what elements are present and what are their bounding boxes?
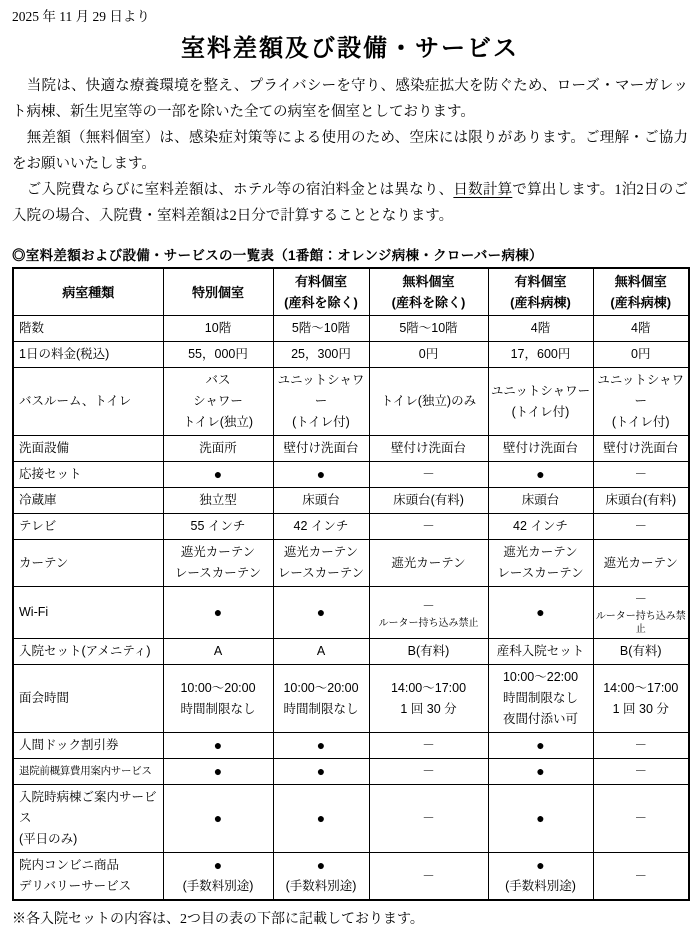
dash-mark: － bbox=[634, 868, 647, 883]
row-label-cell bbox=[13, 462, 163, 488]
table-cell bbox=[163, 540, 273, 587]
table-cell bbox=[488, 853, 593, 901]
table-cell bbox=[369, 488, 488, 514]
cell-line: (トイレ付) bbox=[292, 415, 350, 429]
table-cell bbox=[593, 368, 689, 436]
cell-line: バスルーム、トイレ bbox=[19, 394, 132, 408]
table-caption: ◎室料差額および設備・サービスの一覧表（1番館：オレンジ病棟・クローバー病棟） bbox=[12, 248, 543, 263]
filled-circle-mark: ● bbox=[316, 604, 326, 620]
table-cell bbox=[273, 514, 369, 540]
cell-line: 入院セット(アメニティ) bbox=[19, 644, 151, 658]
cell-line: 遮光カーテン bbox=[180, 545, 256, 559]
table-cell bbox=[163, 462, 273, 488]
table-cell bbox=[163, 368, 273, 436]
cell-line: (産科病棟) bbox=[610, 295, 672, 310]
cell-line: 床頭台 bbox=[521, 493, 560, 507]
table-cell bbox=[369, 759, 488, 785]
table-cell bbox=[273, 436, 369, 462]
table-cell bbox=[488, 759, 593, 785]
cell-line: 独立型 bbox=[199, 493, 237, 507]
row-label-cell bbox=[13, 853, 163, 901]
table-cell bbox=[163, 587, 273, 639]
cell-line: (手数料別途) bbox=[505, 879, 576, 893]
cell-line: 階数 bbox=[19, 321, 45, 335]
table-cell bbox=[593, 462, 689, 488]
dash-mark: － bbox=[422, 738, 435, 752]
cell-line: (トイレ付) bbox=[611, 415, 670, 429]
table-cell bbox=[593, 342, 689, 368]
table-cell bbox=[369, 733, 488, 759]
cell-line: 院内コンビニ商品 bbox=[19, 858, 120, 872]
table-row bbox=[13, 316, 689, 342]
filled-circle-mark: ● bbox=[536, 466, 545, 482]
cell-line: 5階～10階 bbox=[291, 321, 351, 335]
table-cell bbox=[273, 368, 369, 436]
filled-circle-mark: ● bbox=[536, 857, 545, 873]
cell-line: ユニットシャワー bbox=[490, 383, 591, 398]
table-cell bbox=[488, 488, 593, 514]
filled-circle-mark: ● bbox=[316, 737, 326, 753]
table-cell bbox=[488, 639, 593, 665]
table-cell bbox=[369, 436, 488, 462]
cell-line: (トイレ付) bbox=[511, 404, 570, 419]
cell-line: (産科病棟) bbox=[510, 295, 571, 310]
table-row bbox=[13, 436, 689, 462]
cell-line: A bbox=[213, 644, 223, 658]
cell-line: 遮光カーテン bbox=[283, 545, 359, 559]
table-cell bbox=[488, 587, 593, 639]
table-cell bbox=[369, 540, 488, 587]
table-cell bbox=[488, 665, 593, 733]
table-cell bbox=[593, 665, 689, 733]
table-row bbox=[13, 733, 689, 759]
table-cell bbox=[369, 639, 488, 665]
cell-line: トイレ(独立)のみ bbox=[380, 394, 477, 408]
filled-circle-mark: ● bbox=[213, 466, 223, 482]
cell-line: 1日の料金(税込) bbox=[19, 347, 110, 361]
header-cell-0 bbox=[13, 268, 163, 316]
cell-line: 4階 bbox=[631, 321, 651, 335]
table-cell bbox=[593, 639, 689, 665]
table-cell bbox=[369, 462, 488, 488]
paragraph-billing-lead: ご入院費ならびに室料差額は、ホテル等の宿泊料金とは異なり、 bbox=[12, 182, 454, 198]
cell-line: 壁付け洗面台 bbox=[390, 441, 466, 455]
filled-circle-mark: ● bbox=[536, 763, 545, 779]
filled-circle-mark: ● bbox=[536, 604, 545, 620]
filled-circle-mark: ● bbox=[213, 604, 223, 620]
filled-circle-mark: ● bbox=[536, 810, 545, 826]
table-cell bbox=[593, 488, 689, 514]
table-row bbox=[13, 853, 689, 901]
cell-line: Wi-Fi bbox=[19, 605, 49, 619]
cell-line: B(有料) bbox=[407, 644, 450, 658]
filled-circle-mark: ● bbox=[536, 737, 545, 753]
filled-circle-mark: ● bbox=[213, 737, 223, 753]
cell-line: 55，000円 bbox=[188, 347, 248, 361]
table-cell bbox=[273, 342, 369, 368]
table-cell bbox=[488, 316, 593, 342]
cell-line: 壁付け洗面台 bbox=[283, 441, 359, 455]
row-label-cell bbox=[13, 759, 163, 785]
intro-text bbox=[12, 73, 688, 229]
table-cell bbox=[163, 316, 273, 342]
header-row bbox=[13, 268, 689, 316]
table-cell bbox=[488, 462, 593, 488]
cell-line: バス bbox=[205, 373, 231, 387]
cell-line: (平日のみ) bbox=[19, 832, 78, 846]
cell-line: レースカーテン bbox=[174, 566, 262, 580]
table-cell bbox=[163, 785, 273, 853]
cell-line: 特別個室 bbox=[191, 284, 244, 300]
cell-line: 55 インチ bbox=[190, 519, 246, 533]
cell-line: 床頭台(有料) bbox=[605, 493, 677, 507]
cell-line: 14:00～17:00 bbox=[603, 680, 679, 695]
table-cell bbox=[488, 785, 593, 853]
header-cell-2 bbox=[273, 268, 369, 316]
cell-line: 10階 bbox=[204, 321, 232, 335]
cell-line: 時間制限なし bbox=[180, 701, 256, 716]
cell-line: 病室種類 bbox=[62, 284, 115, 300]
table-row bbox=[13, 368, 689, 436]
cell-line: B(有料) bbox=[619, 644, 662, 658]
cell-line: 0円 bbox=[418, 347, 439, 361]
table-cell bbox=[369, 342, 488, 368]
cell-line: 無料個室 bbox=[614, 274, 667, 289]
table-cell bbox=[273, 639, 369, 665]
dash-mark: － bbox=[422, 519, 435, 533]
cell-line: ルーター持ち込み禁止 bbox=[595, 611, 686, 635]
filled-circle-mark: ● bbox=[316, 857, 326, 873]
dash-mark: － bbox=[422, 811, 435, 825]
table-cell bbox=[163, 436, 273, 462]
cell-line: 42 インチ bbox=[513, 519, 568, 533]
table-cell bbox=[273, 540, 369, 587]
row-label-cell bbox=[13, 665, 163, 733]
cell-line: 遮光カーテン bbox=[603, 555, 678, 570]
row-label-cell bbox=[13, 342, 163, 368]
cell-line: 入院時病棟ご案内サービス bbox=[19, 790, 157, 825]
table-cell bbox=[593, 759, 689, 785]
cell-line: (産科を除く) bbox=[284, 295, 358, 310]
cell-line: 42 インチ bbox=[293, 519, 349, 533]
cell-line: 応接セット bbox=[19, 467, 82, 481]
row-label-cell bbox=[13, 733, 163, 759]
cell-line: 14:00～17:00 bbox=[390, 680, 467, 695]
cell-line: 有料個室 bbox=[514, 274, 567, 289]
dash-mark: － bbox=[634, 592, 647, 606]
paragraph-billing bbox=[12, 177, 688, 229]
cell-line: 壁付け洗面台 bbox=[603, 441, 679, 455]
table-cell bbox=[163, 639, 273, 665]
table-cell bbox=[273, 462, 369, 488]
table-row bbox=[13, 785, 689, 853]
cell-line: 17，600円 bbox=[510, 347, 571, 361]
dash-mark: － bbox=[634, 519, 647, 533]
paragraph-free-rooms: 無差額（無料個室）は、感染症対策等による使用のため、空床には限りがあります。ご理解・ご協力をお願いいたします。 bbox=[12, 130, 688, 172]
filled-circle-mark: ● bbox=[316, 810, 326, 826]
row-label-cell bbox=[13, 785, 163, 853]
table-cell bbox=[593, 514, 689, 540]
dash-mark: － bbox=[422, 467, 435, 481]
cell-line: 産科入院セット bbox=[496, 644, 585, 658]
table-cell bbox=[163, 733, 273, 759]
row-label-cell bbox=[13, 540, 163, 587]
table-cell bbox=[163, 853, 273, 901]
cell-line: 時間制限なし bbox=[283, 701, 359, 716]
cell-line: レースカーテン bbox=[497, 566, 584, 580]
day-count-underlined-term: 日数計算 bbox=[453, 182, 513, 198]
cell-line: 冷蔵庫 bbox=[19, 493, 57, 507]
cell-line: テレビ bbox=[19, 519, 57, 533]
cell-line: レースカーテン bbox=[277, 566, 365, 580]
cell-line: 有料個室 bbox=[294, 274, 347, 289]
cell-line: 洗面所 bbox=[199, 441, 237, 455]
cell-line: (産科を除く) bbox=[391, 295, 466, 310]
cell-line: 床頭台(有料) bbox=[393, 493, 464, 507]
table-row bbox=[13, 342, 689, 368]
header-cell-4 bbox=[488, 268, 593, 316]
dash-mark: － bbox=[422, 598, 435, 613]
cell-line: (手数料別途) bbox=[182, 879, 254, 893]
table-cell bbox=[163, 342, 273, 368]
dash-mark: － bbox=[634, 467, 647, 481]
cell-line: カーテン bbox=[19, 555, 69, 570]
dash-mark: － bbox=[634, 738, 647, 752]
filled-circle-mark: ● bbox=[316, 763, 326, 779]
cell-line: 床頭台 bbox=[302, 493, 340, 507]
cell-line: 洗面設備 bbox=[19, 441, 70, 455]
table-cell bbox=[593, 540, 689, 587]
table-cell bbox=[369, 853, 488, 901]
room-fee-service-table bbox=[12, 267, 690, 901]
cell-line: 時間制限なし bbox=[502, 691, 578, 705]
table-cell bbox=[163, 759, 273, 785]
table-cell bbox=[273, 759, 369, 785]
cell-line: 人間ドック割引券 bbox=[19, 738, 119, 752]
cell-line: シャワー bbox=[193, 394, 243, 408]
table-cell bbox=[273, 665, 369, 733]
cell-line: 1 回 30 分 bbox=[400, 701, 457, 716]
paragraph-private-rooms: 当院は、快適な療養環境を整え、プライバシーを守り、感染症拡大を防ぐため、ローズ・マーガレット病棟、新生児室等の一部を除いた全ての病室を個室としております。 bbox=[12, 78, 688, 120]
table-row bbox=[13, 587, 689, 639]
dash-mark: － bbox=[634, 764, 647, 778]
header-cell-3 bbox=[369, 268, 488, 316]
table-cell bbox=[163, 514, 273, 540]
table-cell bbox=[593, 733, 689, 759]
table-cell bbox=[163, 665, 273, 733]
cell-line: トイレ(独立) bbox=[182, 415, 254, 429]
table-cell bbox=[273, 785, 369, 853]
cell-line: 5階～10階 bbox=[399, 321, 458, 335]
cell-line: 遮光カーテン bbox=[391, 555, 466, 570]
cell-line: 遮光カーテン bbox=[503, 545, 578, 559]
table-cell bbox=[369, 514, 488, 540]
table-row bbox=[13, 488, 689, 514]
row-label-cell bbox=[13, 436, 163, 462]
dash-mark: － bbox=[422, 764, 435, 778]
effective-date: 2025 年 11 月 29 日より bbox=[12, 9, 150, 24]
filled-circle-mark: ● bbox=[316, 466, 326, 482]
row-label-cell bbox=[13, 514, 163, 540]
table-cell bbox=[163, 488, 273, 514]
cell-line: 10:00～22:00 bbox=[502, 670, 579, 684]
cell-line: 壁付け洗面台 bbox=[502, 441, 578, 455]
table-cell bbox=[488, 733, 593, 759]
table-cell bbox=[593, 316, 689, 342]
table-cell bbox=[273, 316, 369, 342]
table-cell bbox=[273, 587, 369, 639]
cell-line: 25，300円 bbox=[291, 347, 351, 361]
row-label-cell bbox=[13, 316, 163, 342]
cell-line: 退院前概算費用案内サービス bbox=[19, 765, 152, 777]
paragraph-billing-tail: で算出します。1泊2日のご入院の場合、入院費・室料差額は2日分で計算することとなります。 bbox=[12, 182, 689, 224]
row-label-cell bbox=[13, 639, 163, 665]
row-label-cell bbox=[13, 488, 163, 514]
table-cell bbox=[369, 785, 488, 853]
row-label-cell bbox=[13, 368, 163, 436]
cell-line: 4階 bbox=[530, 321, 551, 335]
table-row bbox=[13, 639, 689, 665]
cell-line: 夜間付添い可 bbox=[502, 712, 578, 726]
header-cell-1 bbox=[163, 268, 273, 316]
filled-circle-mark: ● bbox=[213, 763, 223, 779]
cell-line: ユニットシャワー bbox=[277, 373, 365, 408]
table-cell bbox=[593, 587, 689, 639]
cell-line: A bbox=[316, 644, 326, 658]
header-cell-5 bbox=[593, 268, 689, 316]
table-cell bbox=[593, 436, 689, 462]
table-cell bbox=[369, 316, 488, 342]
cell-line: 10:00～20:00 bbox=[283, 680, 359, 695]
table-cell bbox=[488, 436, 593, 462]
table-cell bbox=[273, 853, 369, 901]
dash-mark: － bbox=[422, 868, 435, 883]
cell-line: ルーター持ち込み禁止 bbox=[378, 617, 479, 629]
table-body bbox=[13, 316, 689, 901]
table-cell bbox=[369, 368, 488, 436]
table-cell bbox=[273, 733, 369, 759]
cell-line: (手数料別途) bbox=[285, 879, 357, 893]
filled-circle-mark: ● bbox=[213, 857, 223, 873]
table-row bbox=[13, 462, 689, 488]
table-row bbox=[13, 665, 689, 733]
filled-circle-mark: ● bbox=[213, 810, 223, 826]
table-cell bbox=[369, 587, 488, 639]
cell-line: 無料個室 bbox=[402, 274, 455, 289]
cell-line: 10:00～20:00 bbox=[180, 680, 256, 695]
table-cell bbox=[488, 514, 593, 540]
dash-mark: － bbox=[634, 811, 647, 825]
table-cell bbox=[593, 853, 689, 901]
table-cell bbox=[369, 665, 488, 733]
table-cell bbox=[488, 368, 593, 436]
cell-line: 1 回 30 分 bbox=[612, 701, 669, 716]
table-cell bbox=[593, 785, 689, 853]
table-row bbox=[13, 759, 689, 785]
cell-line: デリバリーサービス bbox=[19, 879, 132, 893]
cell-line: 面会時間 bbox=[19, 691, 70, 705]
table-row bbox=[13, 540, 689, 587]
row-label-cell bbox=[13, 587, 163, 639]
table-header bbox=[13, 268, 689, 316]
page-title: 室料差額及び設備・サービス bbox=[181, 36, 519, 62]
footnote: ※各入院セットの内容は、2つ目の表の下部に記載しております。 bbox=[12, 912, 424, 927]
table-row bbox=[13, 514, 689, 540]
table-cell bbox=[273, 488, 369, 514]
table-cell bbox=[488, 342, 593, 368]
cell-line: ユニットシャワー bbox=[597, 373, 685, 408]
table-cell bbox=[488, 540, 593, 587]
cell-line: 0円 bbox=[631, 347, 651, 361]
